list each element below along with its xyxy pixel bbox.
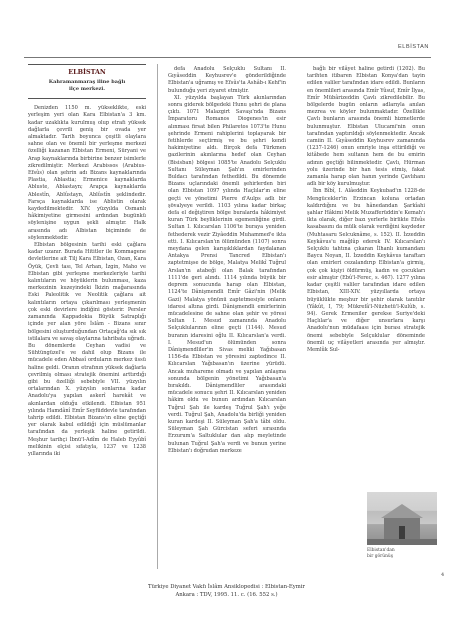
paragraph: Denizden 1150 m. yükseklikte, eski yerleşim yeri olan Kara Elbistan'a 3 km. kadar uzaklıkta kurulmuş olup etrafı yüksek dağlarla çevrili geniş bir ovada yer almaktadır. Tarih boyunca çeşitli olaylara sahne olan ve önemli bir yerleşme merkezi özelliği kazanan Elbistan Ermeni, Süryani ve Arap kaynaklarında birbirine benzer isimlerle zikredilmiştir. Merkezi Arabissos (Arabius-Efsûs) olan şehrin adı Bizans kaynaklarında Plastia, Ablastia; Ermenice kaynaklarda Abluste, Ablastayn; Arapça kaynaklarda Ablestîn, Ablûstayn, Ablûstîn şeklindedir. Farsça kaynaklarda ise Ablistin olarak kaydedilmektedir. XIV. yüzyılda Osmanlı hâkimiyetine girmesini ardından bugünkü söylenişine uygun şekli almıştır. Halk arasında adı Albistan biçiminde de söylenmektedir. [28,105,146,241]
citation-line-1: Türkiye Diyanet Vakfı İslâm Ansiklopedisi : Elbistan-Eymir [148,584,305,590]
paragraph: Elbistan bölgesinin tarihi eski çağlara kadar uzanır. Burada Hititler ile Kommagene devletlerine ait Tilj Kara Elbistan, Ozan, Kara Öyük, Çevli tası, Tel Arhan, İzgin, Maho ve Elbistan gibi yerleşme merkezleriyle tarihi kalıntıların ve höyüklerin bulunması, kaza merkezinin kuzeyindeki İkizin mağarasında Eski Paleolitik ve Neolitik çağlara ait kalıntıların ortaya çıkarılması yerleşmenin çok eski devirlere indiğini gösterir. Persler zamanında Kappadokia Büyük Satraplığı içinde yer alan yöre İslâm - Bizans sınır bölgesini oluşturduğundan Ortaçağ'da sık sık istilalara ve savaş olaylarına tahribata uğradı. Bu dönemlerde Ceyhan vadisi ve Sühtüngüzel'e ve dahil olup Bizans ile mücadele eden Abbasî orduların merkez üssü haline geldi. Oranın etrafının yüksek dağlarla çevrilmiş olması stratejik önemini arttırdığı gibi bu özelliği sebebiyle VII. yüzyılın ortalarından X. yüzyılın sonlarına kadar Anadolu'ya yapılan askerî harekât ve akınlardan olduğu etkilendi. Elbistan 951 yılında Hamdânî Emîr Seyfüddevle tarafından tahrip edildi. Elbistan Bizans'ın eline geçtiği yer olarak kabul edildiği için müslümanlar tarafından da yerleşik haline getirildi. Meşhur tarihçi İbnü'l-Adîm de Haleb Eyyûbî melikinin elçisi sıfatıyla, 1237 ve 1238 yıllarında iki [28,242,146,457]
column-divider [157,64,158,569]
building-door [399,526,405,540]
column-3 [307,66,425,354]
running-head: ELBİSTAN [398,44,429,50]
page-number: 4 [441,572,445,578]
citation-line-2: Ankara : TDV, 1995. 11. c. (16. 552 s.) [175,592,278,598]
photo-caption: Elbistan'dan bir görünüş [367,548,395,559]
entry-title: ELBİSTAN [68,68,106,76]
elbistan-photo [367,492,437,545]
column-1 [28,64,146,458]
paragraph: İbn Bîbî, I. Alâeddin Keykubad'ın 1228-de Mengücekler'in Erzincan koluna ortadan kaldırdığını ve bu hânedandan Şarkîahi şahlar Hâkimi Melik Muzafferüddin'e Kemah'ı ikta olarak, diğer bazı yerlerle birlikte Efsûs kasabasını da mülk olarak verdiğini kaydeder (Muhtasaru Selcuknâme, s. 152). II. İzzeddin Keykâvus'u mağlûp ederek IV. Kılıcarslan'ı Selçuklu tahtına çıkaran İlhanlı kumandanı Baycu Noyan, II. İzzeddin Keykâvus taraftarı olan emirleri cezalandırıp Elbistan'a girmiş, çok çok kişiyi öldürmüş, kadın ve çocukları esir almıştır (Ebû'l-Ferec, s. 467). 1277 yılına kadar çeşitli valiler tarafından idare edilen Elbistan, XIII-XIV. yüzyıllarda ortaya büyüklükte meşhur bir şehir olarak tanıtılır (Yâkût, I, 79; Mükrefâ'l-Nüzhetü'l-Kulûb, s. 94). Gerek Ermeniler gerekse Suriye'deki Haçlılar'a ve diğer unsurlara karşı Anadolu'nun müdafaası için burası stratejik önemi sebebiyle Selçuklular döneminde önemli uç vilâyetleri arasında yer almıştır. Memlûk Sul- [307,188,425,353]
building-roof [381,504,423,518]
ground [367,539,437,545]
entry-subtitle-line-1: Kahramanmaraş iline bağlı [48,79,126,86]
entry-heading-box [28,64,146,99]
paragraph: defa Anadolu Selçuklu Sultanı II. Gıyâseddin Keyhusrev'e gönderildiğinde Elbistan'a uğramış ve Efsûs'ta Ashâb-ı Kehf'in bulunduğu yeri ziyaret etmiştir. [168,66,286,94]
paragraph: bağlı bir vilâyet haline getirdi (1202). Bu tarihten itibaren Elbistan Konya'dan tayin edilen valiler tarafından idare edildi. Bunların en önemlileri arasında Emîr Yûsuf, Emîr İlyas, Emîr Mübârizeddin Çavlı zikredilebilir. Bu bölgelerde bugün onların adlarıyla anılan mezrea ve köyler bulunmaktadır. Özellikle Çavlı bunların arasında önemli hizmetlerde bulunmuştur. Elbistan Ulucami'nin onun tarafından yaptırıldığı söylenmektedir. Ancak camiin II. Gıyâseddin Keyhusrev zamanında (1237-1246) onun emriyle inşa ettirildiği ve kitâbede hem sultanın hem de bu emirin adının geçtiği bilinmektedir. Çavlı, Hürman yolu üzerinde bir han tesis etmiş, fakat zamanla harap olan hanın yerinde Çavlıhanı adlı bir köy kurulmuştur. [307,66,425,188]
entry-subtitle-line-2: ilçe merkezi. [69,86,105,93]
paragraph: XI. yüzyılda başlayan Türk akınlarından sonra giderek bölgedeki Hunu şehri de plana çıktı. 1071 Malazgirt Savaşı'nda Bizans İmparatoru Romanos Diogenes'in esir alınması firsat bilen Philaretos 1073'te Hunu şehrinde Ermeni rahiplerini toplayarak bir fetihlerde seçtirmiş ve bu şehri kendi hakimiyetine aldı. Birçok defa Türkmen gazilerinin akınlarına hedef olan Ceyhan (Bisisban) bölgesi 1085'te Anadolu Selçuklu Sultanı Süleyman Şah'ın emirlerinden Buldacı tarafından fethedildi. Bu dönemde Bizans uçlarındaki önemli şehirlerden biri olan Elbistan 1097 yılında Haçlılar'ın eline geçti ve yönetimi Pierre d'Aulps adlı bir şövalyeye verildi. 1103 yılına kadar birkaç defa el değiştiren bölge buralarda hâkimiyet kuran Türk beyliklerinin egemenliğine girdi. Sultan I. Kılıcarslan 1106'te buraya yeniden fethederek vezir Ziyâeddin Muhammed'e ikta etti. I. Kılıcarslan'ın ölümünden (1107) sonra meydana gelen karışıklıklardan faydalanan Antakya Prensi Tancred Elbistan'ı zaptetmişse de bölge, Malatya Melikî Tuğrul Arslan'ın atabeği olan Balak tarafından 1111'de geri alındı. 1114 yılında büyük bir deprem sonucunda harap olan Elbistan, 1124'te Dânişmendli Emîr Gâzi'nin (Melik Gazi) Malatya yönünü zaptetmesiyle onların idaresi altına girdi. Dânişmendli emirlerinin mücadelesine de sahne olan şehir ve yöresi Sultan I. Mesud zamanında Anadolu Selçuklularının eline geçti (1144). Mesud buranın idaresini oğlu II. Kılıcarslan'a verdi. I. Mesud'un ölümünden sonra Dânişmendliler'in Sivas meliki Yağıbasan 1156-da Elbistan ve yöresini zaptedince II. Kılıcarslan Yağıbasan'ın üzerine yürüdü. Ancak muhareme olmadı ve yapılan anlaşma sonunda bölgenin yönetimi Yağıbasan'a bırakıldı. Dânişmendliler arasındaki mücadele sonucu şehri II. Kılıcarslan yeniden hâkim oldu ve bunun ardından Kılıcarslan Tuğrul Şah ile kardeş Tuğrul Şah'ı yeğe verdi. Tuğrul Şah, Anadolu'da birliği yeniden kuran kardeşi II. Süleyman Şah'a tâbi oldu. Süleyman Şah Gürcistan seferi sırasında Erzurum'a Saltuklular dan alıp meyletinde bulunan Tuğrul Şah'a verdi ve bunun yerine Elbistan'ı doğrudan merkeze [168,94,286,454]
header-rule [24,57,431,58]
column-2 [168,66,286,455]
